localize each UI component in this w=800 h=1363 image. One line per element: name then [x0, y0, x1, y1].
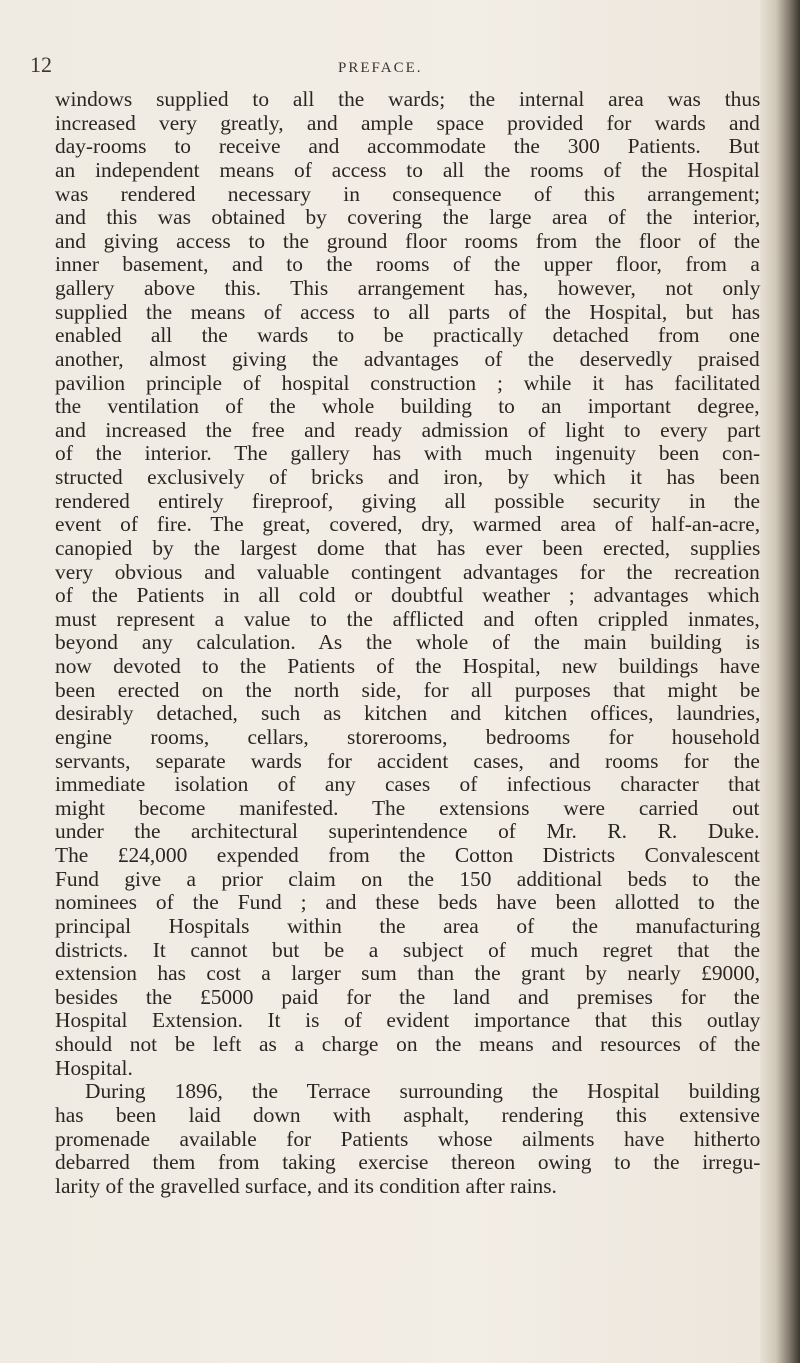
text-line: event of fire. The great, covered, dry, warmed area of half-an-acre, — [55, 512, 761, 537]
text-line: structed exclusively of bricks and iron, by which it has been — [55, 465, 760, 489]
text-line: another, almost giving the advantages of the deservedly praised — [55, 346, 760, 371]
text-line: was rendered necessary in consequence of this arrangement; — [55, 181, 761, 206]
text-line: day-rooms to receive and accommodate the 300 Patients. But — [55, 134, 760, 159]
text-line: desirably detached, such as kitchen and kitchen offices, laundries, — [55, 701, 761, 726]
text-line: should not be left as a charge on the means and resources of the — [55, 1032, 761, 1056]
text-line: Fund give a prior claim on the 150 additional beds to the — [55, 866, 761, 891]
text-line: and this was obtained by covering the large area of the interior, — [55, 205, 761, 230]
text-line: nominees of the Fund ; and these beds have been allotted to the — [55, 890, 760, 915]
page-edge — [760, 0, 800, 1363]
text-line: must represent a value to the afflicted and often crippled inmates, — [55, 606, 760, 631]
text-line: The £24,000 expended from the Cotton Districts Convalescent — [55, 843, 760, 867]
running-head: PREFACE. — [338, 60, 423, 76]
text-line: supplied the means of access to all parts of the Hospital, but has — [55, 299, 761, 324]
text-line: the ventilation of the whole building to an important degree, — [55, 394, 760, 419]
text-line: larity of the gravelled surface, and its condition after rains. — [55, 1173, 557, 1198]
text-line: Hospital Extension. It is of evident importance that this outlay — [55, 1008, 761, 1033]
text-line: During 1896, the Terrace surrounding the Hospital building — [85, 1079, 761, 1104]
text-line: of the Patients in all cold or doubtful weather ; advantages which — [55, 583, 760, 608]
text-line: and giving access to the ground floor rooms from the floor of the — [55, 228, 761, 253]
text-line: increased very greatly, and ample space provided for wards and — [55, 110, 760, 135]
body-text — [55, 88, 760, 1198]
text-line: of the interior. The gallery has with much ingenuity been con- — [55, 441, 761, 466]
text-line: pavilion principle of hospital construction ; while it has facilitated — [55, 370, 760, 395]
text-line: canopied by the largest dome that has ever been erected, supplies — [55, 535, 761, 560]
text-line: Hospital. — [55, 1055, 133, 1080]
text-line: servants, separate wards for accident cases, and rooms for the — [55, 748, 760, 773]
text-line: immediate isolation of any cases of infectious character that — [55, 772, 761, 797]
text-line: an independent means of access to all the rooms of the Hospital — [55, 157, 760, 182]
text-line: inner basement, and to the rooms of the upper floor, from a — [55, 252, 760, 277]
text-line: beyond any calculation. As the whole of the main building is — [55, 630, 760, 655]
text-line: very obvious and valuable contingent advantages for the recreation — [55, 559, 760, 584]
page-number: 12 — [30, 52, 52, 77]
text-line: promenade available for Patients whose ailments have hitherto — [55, 1126, 761, 1151]
text-line: engine rooms, cellars, storerooms, bedrooms for household — [55, 724, 760, 749]
text-line: been erected on the north side, for all purposes that might be — [55, 677, 760, 702]
text-line: might become manifested. The extensions were carried out — [55, 795, 760, 820]
text-line: now devoted to the Patients of the Hospital, new buildings have — [55, 654, 760, 678]
text-line: windows supplied to all the wards; the internal area was thus — [55, 87, 761, 111]
text-line: rendered entirely fireproof, giving all possible security in the — [55, 488, 760, 513]
text-line: districts. It cannot but be a subject of much regret that the — [55, 937, 761, 962]
text-line: extension has cost a larger sum than the grant by nearly £9000, — [55, 961, 760, 986]
text-line: gallery above this. This arrangement has, however, not only — [55, 276, 761, 300]
text-line: has been laid down with asphalt, rendering this extensive — [55, 1102, 760, 1127]
text-line: enabled all the wards to be practically detached from one — [55, 323, 760, 348]
text-line: debarred them from taking exercise thereon owing to the irregu- — [55, 1150, 761, 1175]
text-line: principal Hospitals within the area of the manufacturing — [55, 913, 761, 938]
text-line: besides the £5000 paid for the land and premises for the — [55, 984, 760, 1009]
text-line: under the architectural superintendence of Mr. R. R. Duke. — [55, 819, 760, 844]
text-line: and increased the free and ready admission of light to every part — [55, 417, 761, 442]
